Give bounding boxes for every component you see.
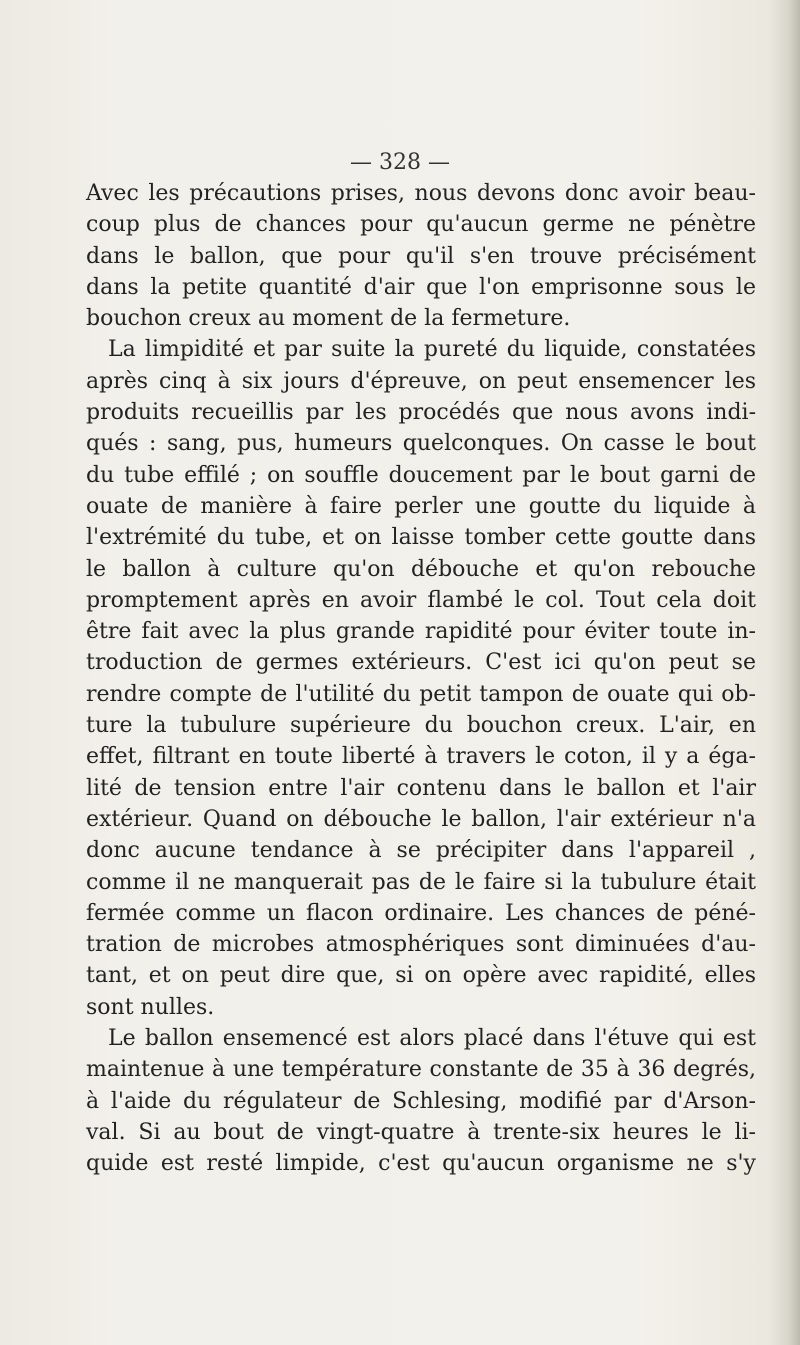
- body-text: [86, 178, 756, 1180]
- text-line: tration de microbes atmosphériques sont diminuées d'au-: [86, 932, 756, 958]
- text-line: val. Si au bout de vingt-quatre à trente-six heures le li-: [86, 1119, 756, 1145]
- text-line: coup plus de chances pour qu'aucun germe ne pénètre: [86, 212, 756, 238]
- text-line: maintenue à une température constante de 35 à 36 degrés,: [86, 1057, 756, 1083]
- text-line: qués : sang, pus, humeurs quelconques. On casse le bout: [86, 431, 756, 457]
- text-line: dans le ballon, que pour qu'il s'en trouve précisément: [86, 243, 756, 269]
- text-line: quide est resté limpide, c'est qu'aucun organisme ne s'y: [86, 1151, 756, 1177]
- text-line: ouate de manière à faire perler une goutte du liquide à: [86, 493, 756, 519]
- text-line: être fait avec la plus grande rapidité pour éviter toute in-: [86, 619, 756, 645]
- text-line: rendre compte de l'utilité du petit tampon de ouate qui ob-: [86, 681, 756, 707]
- text-line: produits recueillis par les procédés que nous avons indi-: [86, 400, 756, 426]
- text-line: à l'aide du régulateur de Schlesing, modifié par d'Arson-: [86, 1088, 756, 1114]
- text-line: sont nulles.: [86, 994, 215, 1020]
- text-line: troduction de germes extérieurs. C'est ici qu'on peut se: [86, 650, 756, 676]
- page-number: — 328 —: [350, 150, 450, 175]
- text-line: donc aucune tendance à se précipiter dans l'appareil ,: [86, 838, 756, 864]
- text-line: extérieur. Quand on débouche le ballon, l'air extérieur n'a: [86, 806, 756, 832]
- text-line: comme il ne manquerait pas de le faire si la tubulure était: [86, 869, 756, 895]
- text-line: promptement après en avoir flambé le col. Tout cela doit: [86, 587, 756, 613]
- text-line: tant, et on peut dire que, si on opère avec rapidité, elles: [86, 963, 756, 989]
- text-line: bouchon creux au moment de la fermeture.: [86, 306, 571, 332]
- text-line: Le ballon ensemencé est alors placé dans l'étuve qui est: [108, 1026, 756, 1052]
- text-line: Avec les précautions prises, nous devons donc avoir beau-: [86, 181, 756, 206]
- text-line: du tube effilé ; on souffle doucement par le bout garni de: [86, 462, 756, 488]
- text-line: ture la tubulure supérieure du bouchon creux. L'air, en: [86, 713, 756, 739]
- text-line: après cinq à six jours d'épreuve, on peut ensemencer les: [86, 368, 756, 394]
- text-line: La limpidité et par suite la pureté du liquide, constatées: [108, 337, 756, 363]
- text-line: l'extrémité du tube, et on laisse tomber cette goutte dans: [86, 525, 756, 551]
- text-line: le ballon à culture qu'on débouche et qu'on rebouche: [86, 556, 756, 582]
- text-line: dans la petite quantité d'air que l'on emprisonne sous le: [86, 274, 756, 300]
- text-line: fermée comme un flacon ordinaire. Les chances de péné-: [86, 900, 756, 926]
- text-line: effet, filtrant en toute liberté à travers le coton, il y a éga-: [86, 744, 756, 770]
- text-line: lité de tension entre l'air contenu dans le ballon et l'air: [86, 775, 756, 801]
